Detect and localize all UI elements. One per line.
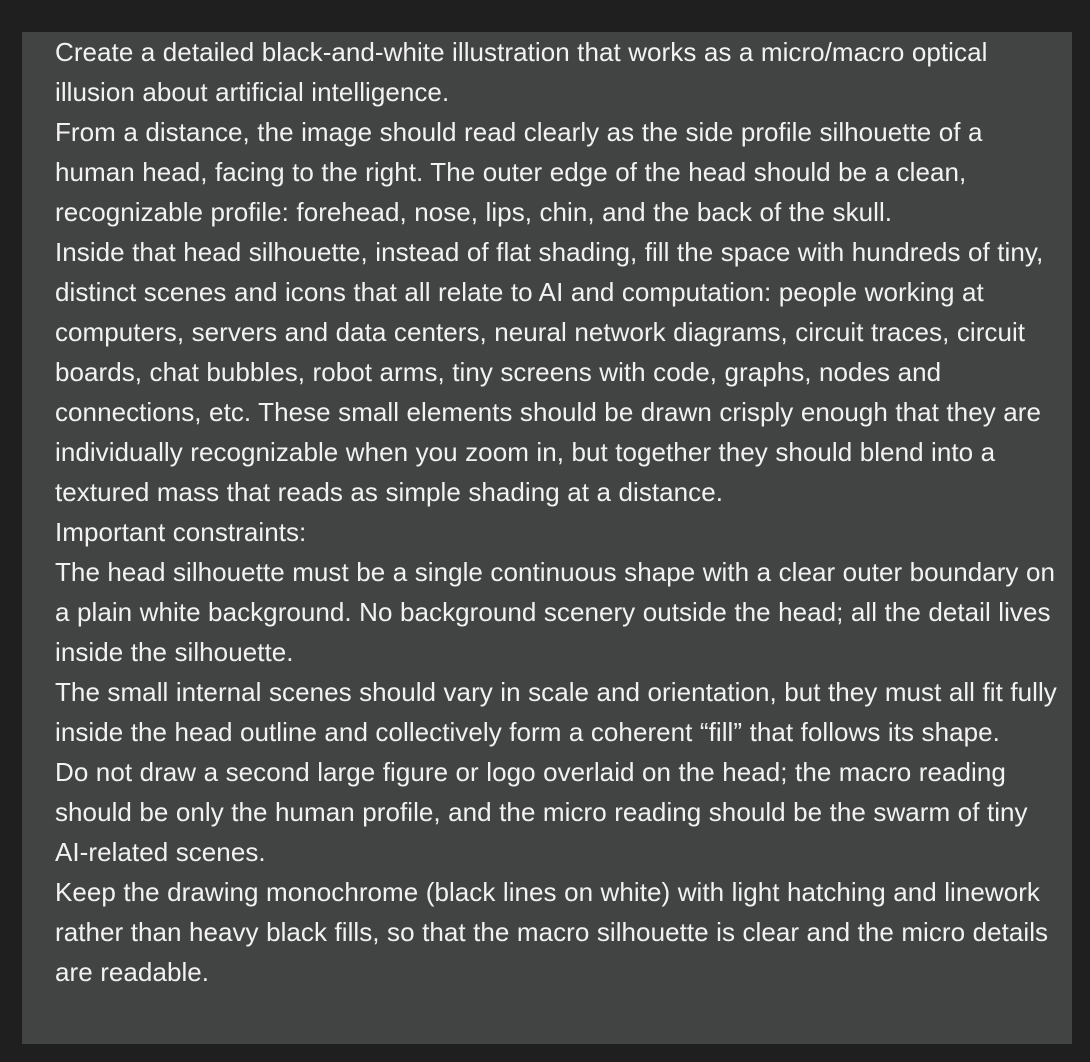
prompt-message-panel [22,32,1072,1044]
message-paragraph: Keep the drawing monochrome (black lines on white) with light hatching and linework rather than heavy black fills, so that the macro silhouette is clear and the micro details are readable. [55,877,1049,987]
message-paragraph: The head silhouette must be a single continuous shape with a clear outer boundary on a plain white background. No background scenery outside the head; all the detail lives inside the silhouette. [55,557,1055,667]
overflow-fade [22,1026,1072,1044]
message-paragraph: Create a detailed black-and-white illustration that works as a micro/macro optical illusion about artificial intelligence. [55,37,988,107]
message-paragraph: Important constraints: [55,517,307,547]
message-paragraph: The small internal scenes should vary in scale and orientation, but they must all fit fully inside the head outline and collectively form a coherent “fill” that follows its shape. [55,677,1057,747]
message-paragraph: Do not draw a second large figure or logo overlaid on the head; the macro reading should be only the human profile, and the micro reading should be the swarm of tiny AI-related scenes. [55,757,1028,867]
prompt-message-text [55,32,1061,992]
message-paragraph: From a distance, the image should read clearly as the side profile silhouette of a human head, facing to the right. The outer edge of the head should be a clean, recognizable profile: forehead, nose, lips, chin, and the back of the skull. [55,117,983,227]
message-paragraph: Inside that head silhouette, instead of flat shading, fill the space with hundreds of tiny, distinct scenes and icons that all relate to AI and computation: people working at computers, servers and data centers, neural network diagrams, circuit traces, circuit boards, chat bubbles, robot arms, tiny screens with code, graphs, nodes and connections, etc. These small elements should be drawn crisply enough that they are individually recognizable when you zoom in, but together they should blend into a textured mass that reads as simple shading at a distance. [55,237,1044,507]
